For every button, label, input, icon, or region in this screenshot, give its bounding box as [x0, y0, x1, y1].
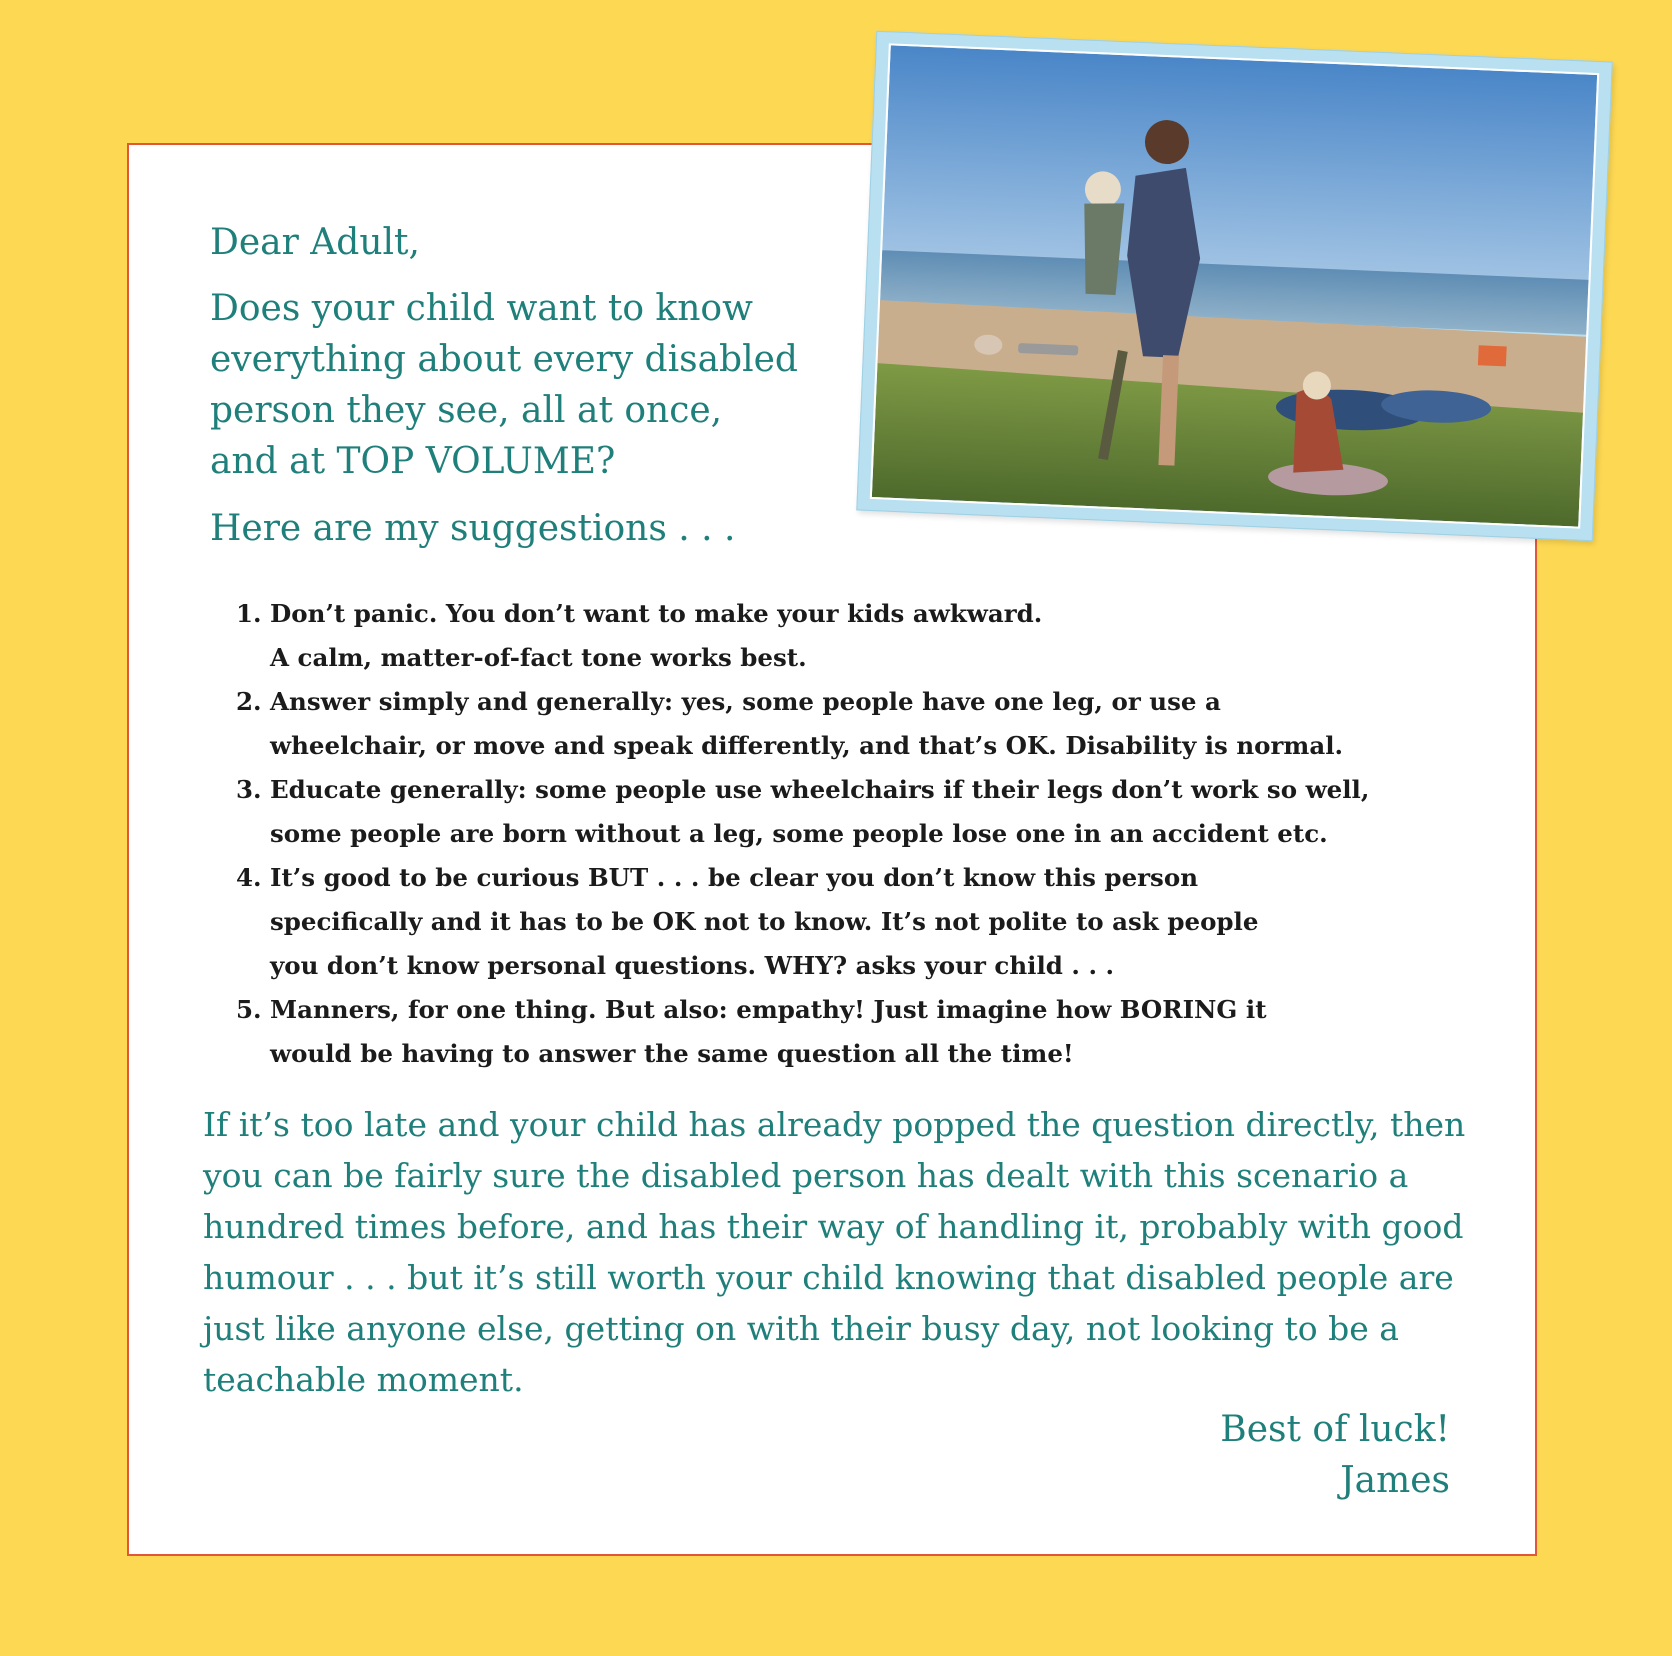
tip-number: 4.	[236, 863, 262, 892]
beach-photo	[870, 43, 1599, 528]
tip-item	[236, 680, 1466, 768]
closing-line: If it’s too late and your child has already popped the question directly, then	[203, 1105, 1466, 1144]
intro-question	[210, 283, 850, 487]
tip-line: Manners, for one thing. But also: empathy! Just imagine how BORING it	[270, 995, 1267, 1024]
tip-item	[236, 988, 1466, 1076]
photo-frame	[856, 31, 1612, 541]
tip-line: some people are born without a leg, some people lose one in an accident etc.	[270, 819, 1328, 848]
tip-line: It’s good to be curious BUT . . . be clear you don’t know this person	[270, 863, 1199, 892]
closing-paragraph	[203, 1099, 1503, 1405]
greeting: Dear Adult,	[210, 222, 420, 263]
tip-number: 5.	[236, 995, 262, 1024]
sign-off: Best of luck!	[1220, 1409, 1450, 1450]
tip-line: specifically and it has to be OK not to know. It’s not polite to ask people	[270, 907, 1259, 936]
intro-line: person they see, all at once,	[210, 390, 723, 431]
closing-line: you can be fairly sure the disabled person has dealt with this scenario a	[203, 1156, 1409, 1195]
tip-line: wheelchair, or move and speak differently, and that’s OK. Disability is normal.	[270, 731, 1344, 760]
tip-number: 1.	[236, 599, 262, 628]
distant-boat-shape	[1478, 345, 1507, 366]
tip-line: A calm, matter-of-fact tone works best.	[270, 643, 807, 672]
tip-line: Educate generally: some people use wheelchairs if their legs don’t work so well,	[270, 775, 1370, 804]
tip-item	[236, 592, 1466, 680]
intro-line: everything about every disabled	[210, 339, 798, 380]
beach-photo-illustration	[872, 45, 1597, 526]
tip-line: would be having to answer the same question all the time!	[270, 1039, 1074, 1068]
tip-line: you don’t know personal questions. WHY? asks your child . . .	[270, 951, 1115, 980]
closing-line: just like anyone else, getting on with their busy day, not looking to be a	[203, 1309, 1399, 1348]
intro-line: and at TOP VOLUME?	[210, 441, 616, 482]
tip-line: Don’t panic. You don’t want to make your kids awkward.	[270, 599, 1043, 628]
tip-item	[236, 768, 1466, 856]
intro-line: Does your child want to know	[210, 288, 753, 329]
tips-list	[236, 592, 1466, 1076]
tip-item	[236, 856, 1466, 988]
closing-line: hundred times before, and has their way of handling it, probably with good	[203, 1207, 1464, 1246]
tip-line: Answer simply and generally: yes, some people have one leg, or use a	[270, 687, 1221, 716]
closing-line: humour . . . but it’s still worth your child knowing that disabled people are	[203, 1258, 1454, 1297]
tip-number: 3.	[236, 775, 262, 804]
closing-line: teachable moment.	[203, 1360, 524, 1399]
signature: James	[1340, 1460, 1450, 1501]
suggestions-lead: Here are my suggestions . . .	[210, 508, 736, 549]
tip-number: 2.	[236, 687, 262, 716]
